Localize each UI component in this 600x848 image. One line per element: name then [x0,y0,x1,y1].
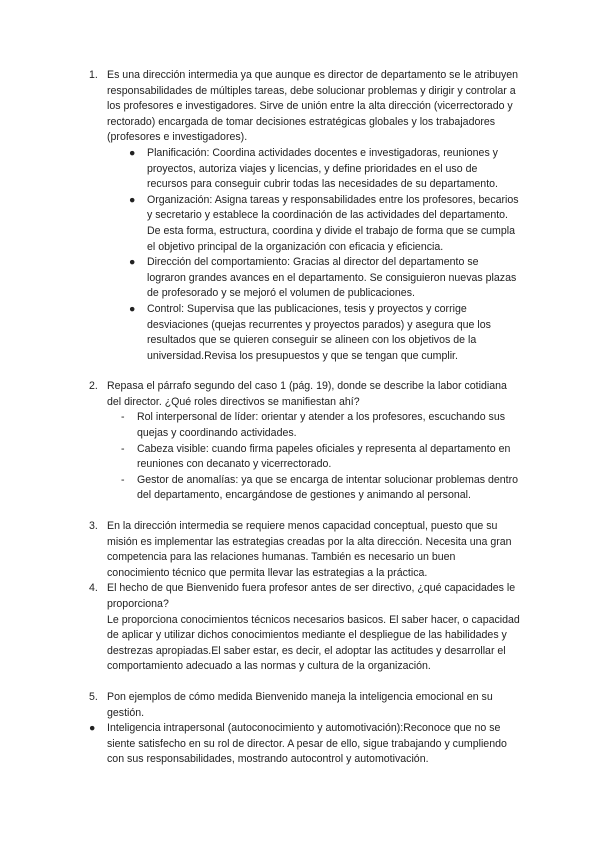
bullet-icon: ● [129,256,136,269]
bullet-text: Planificación: Coordina actividades docentes e investigadoras, reuniones y proyectos, autoriza viajes y licencias, y define prioridades en el uso de recursos para conseguir cubrir todas las necesidades de su departamento. [147,146,498,191]
item-text: En la dirección intermedia se requiere menos capacidad conceptual, puesto que su misión es implementar las estrategias creadas por la alta dirección. Necesita una gran competencia para las relaciones humanas. También es necesario un buen conocimiento técnico que permita llevar las estrategias a la práctica. [107,520,512,579]
bullet-icon: ● [129,193,136,206]
bullet-control [91,302,520,364]
list-item-2 [91,379,520,410]
dash-text: Cabeza visible: cuando firma papeles oficiales y representa al departamento en reuniones con decanato y vicerrectorado. [137,442,511,471]
item-number: 3. [89,520,98,533]
dash-icon: - [121,473,125,486]
bullet-text: Control: Supervisa que las publicaciones, tesis y proyectos y corrige desviaciones (quejas recurrentes y proyectos parados) y asegura que los resultados que se quieren conseguir se alineen con los objetivos de la universidad.Revisa los presupuestos y que se tengan que cumplir. [147,302,491,362]
item-answer: Le proporciona conocimientos técnicos necesarios basicos. El saber hacer, o capacidad de aplicar y utilizar dichos conocimientos mediante el despliegue de las habilidades y destrezas apropiadas.El saber estar, es decir, el adoptar las actitudes y desarrollar el comportamiento adecuado a las normas y cultura de la organización. [107,613,520,673]
bullet-text: Organización: Asigna tareas y responsabilidades entre los profesores, becarios y secretario y establece la coordinación de las actividades del departamento. De esta forma, estructura, coordina y divide el trabajo de forma que se cumpla el objetivo principal de la organización con eficacia y eficiencia. [147,193,519,253]
dash-item-gestor [91,473,520,504]
spacer [91,675,520,690]
item-number: 4. [89,582,98,595]
dash-item-lider [91,410,520,441]
item-text: Es una dirección intermedia ya que aunque es director de departamento se le atribuyen responsabilidades de múltiples tareas, debe solucionar problemas y dirigir y controlar a los profesores e investigadores. Sirve de unión entre la alta dirección (vicerrectorado y rectorado) encargada de tomar decisiones estratégicas globales y los trabajadores (profesores e investigadores). [107,69,519,144]
item-number: 2. [89,380,98,393]
dash-icon: - [121,411,125,424]
dash-text: Gestor de anomalías: ya que se encarga de intentar solucionar problemas dentro del departamento, encargándose de gestiones y animando al personal. [137,473,519,502]
list-item-5 [91,690,520,721]
list-item-4 [91,581,520,675]
dash-text: Rol interpersonal de líder: orientar y atender a los profesores, escuchando sus quejas y coordinando actividades. [137,411,506,440]
bullet-inteligencia-intrapersonal [91,721,520,768]
spacer [91,504,520,519]
bullet-icon: ● [129,302,136,315]
item-text: Repasa el párrafo segundo del caso 1 (pág. 19), donde se describe la labor cotidiana del director. ¿Qué roles directivos se manifiestan ahí? [107,380,507,408]
bullet-text: Inteligencia intrapersonal (autoconocimiento y automotivación):Reconoce que no se siente satisfecho en su rol de director. A pesar de ello, sigue trabajando y cumpliendo con sus responsabilidades, mostrando autocontrol y automotivación. [107,722,507,766]
bullet-text: Dirección del comportamiento: Gracias al director del departamento se lograron grandes avances en el departamento. Se consiguieron nuevas plazas de profesorado y se mejoró el volumen de publicaciones. [147,256,517,300]
list-item-1 [91,68,520,146]
bullet-organizacion [91,193,520,255]
item-text: Pon ejemplos de cómo medida Bienvenido maneja la inteligencia emocional en su gestión. [107,690,493,719]
item-number: 1. [89,69,98,81]
bullet-direccion [91,255,520,302]
bullet-icon: ● [129,146,136,159]
dash-icon: - [121,442,125,455]
item-number: 5. [89,690,98,703]
spacer [91,364,520,379]
item-text: El hecho de que Bienvenido fuera profesor antes de ser directivo, ¿qué capacidades le proporciona? [107,582,516,610]
bullet-icon: ● [89,722,96,735]
bullet-planificacion [91,146,520,193]
list-item-3 [91,519,520,581]
dash-item-cabeza-visible [91,442,520,473]
